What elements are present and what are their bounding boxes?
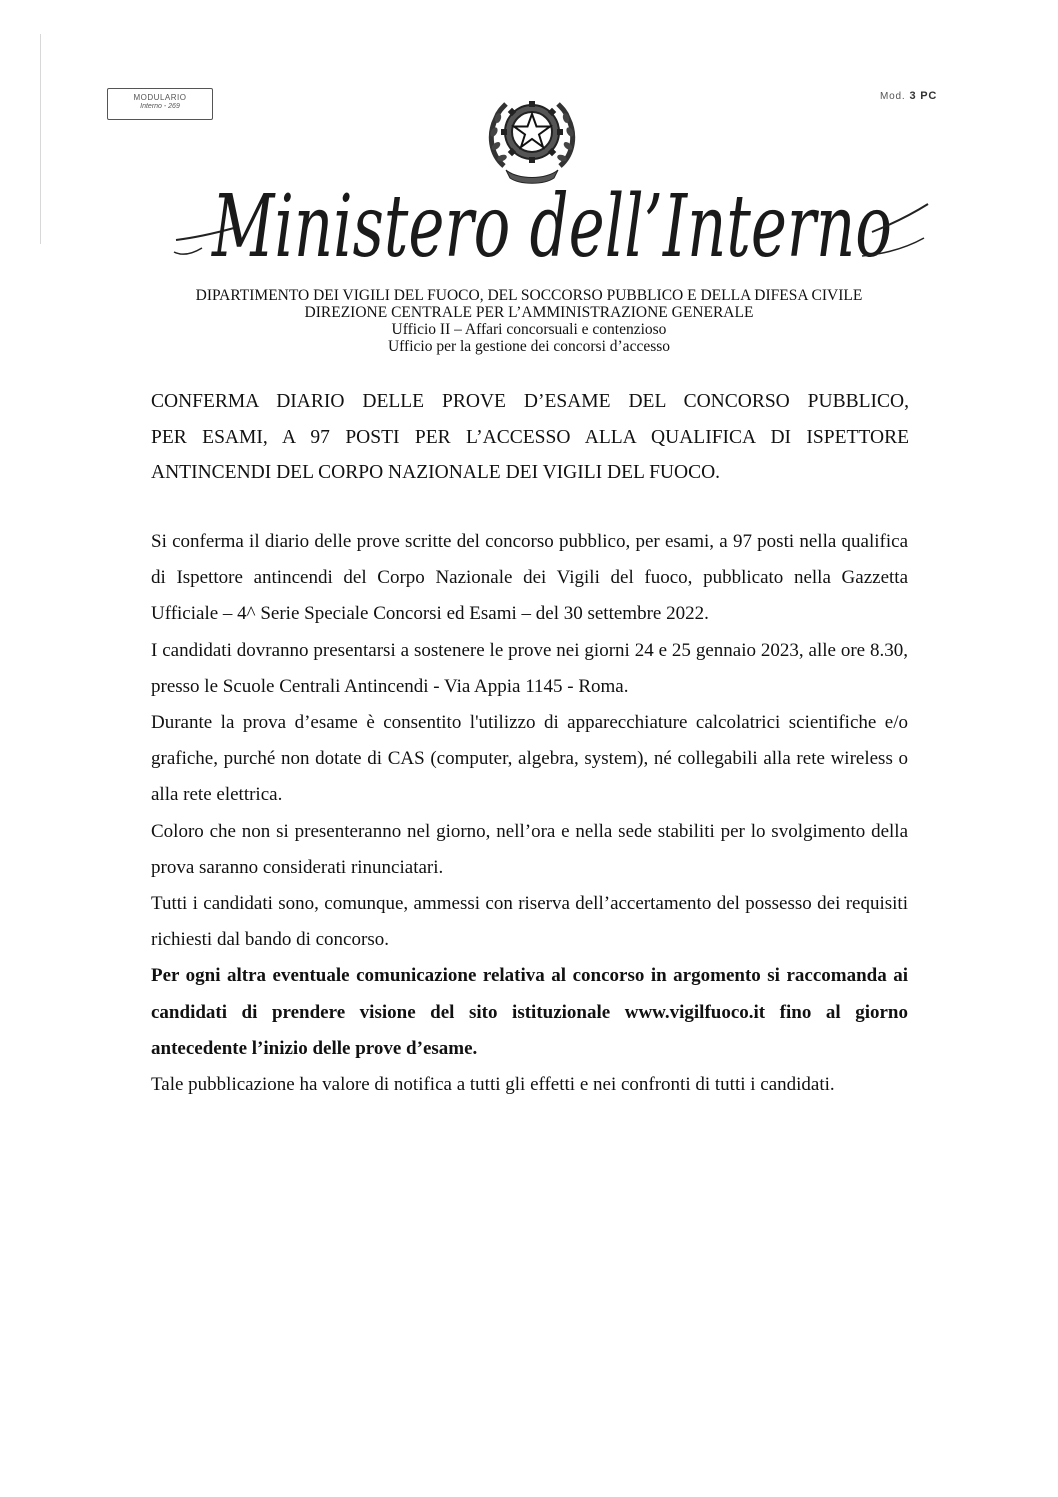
paragraph-calculators: Durante la prova d’esame è consentito l'utilizzo di apparecchiature calcolatrici scientifiche e/o grafiche, purché non dotate di CAS (computer, algebra, system), né collegabili alla rete wireless o alla rete elettrica.: [151, 712, 908, 806]
paragraph-absence: Coloro che non si presenteranno nel giorno, nell’ora e nella sede stabiliti per lo svolgimento della prova saranno considerati rinunciatari.: [151, 820, 908, 878]
office-name: Ufficio II – Affari concorsuali e contenzioso: [391, 321, 667, 338]
form-code-prefix: Mod.: [880, 91, 906, 102]
modulario-number: Interno - 269: [140, 103, 180, 110]
title-line-3: ANTINCENDI DEL CORPO NAZIONALE DEI VIGILI DEL FUOCO.: [151, 462, 721, 483]
directorate-name: DIREZIONE CENTRALE PER L’AMMINISTRAZIONE GENERALE: [304, 304, 754, 321]
ministry-logo: [172, 168, 932, 280]
ministry-name: Ministero dell’Interno: [210, 177, 892, 277]
modulario-label: MODULARIO: [133, 93, 187, 102]
title-line-2: PER ESAMI, A 97 POSTI PER L’ACCESSO ALLA QUALIFICA DI ISPETTORE: [151, 426, 909, 448]
department-header: [0, 287, 1058, 355]
paragraph-notification-value: Tale pubblicazione ha valore di notifica a tutti gli effetti e nei confronti di tutti i candidati.: [151, 1074, 835, 1096]
title-line-1: CONFERMA DIARIO DELLE PROVE D’ESAME DEL CONCORSO PUBBLICO,: [151, 391, 909, 412]
paragraph-website-notice: Per ogni altra eventuale comunicazione relativa al concorso in argomento si raccomanda ai candidati di prendere visione del sito istituzionale www.vigilfuoco.it fino al giorno antecedente l’inizio delle prove d’esame.: [151, 965, 908, 1059]
sub-office-name: Ufficio per la gestione dei concorsi d’accesso: [387, 338, 671, 355]
paragraph-admission: Tutti i candidati sono, comunque, ammessi con riserva dell’accertamento del possesso dei requisiti richiesti dal bando di concorso.: [151, 893, 908, 951]
paragraph-schedule: I candidati dovranno presentarsi a sostenere le prove nei giorni 24 e 25 gennaio 2023, alle ore 8.30, presso le Scuole Centrali Antincendi - Via Appia 1145 - Roma.: [151, 639, 908, 697]
department-name: DIPARTIMENTO DEI VIGILI DEL FUOCO, DEL SOCCORSO PUBBLICO E DELLA DIFESA CIVILE: [195, 287, 863, 304]
form-code: [880, 90, 937, 102]
form-code-value: 3 PC: [909, 90, 938, 102]
notice-title: [151, 384, 909, 491]
modulario-box: [107, 88, 213, 120]
page-scan-edge: [40, 34, 41, 244]
paragraph-confirmation: Si conferma il diario delle prove scritte del concorso pubblico, per esami, a 97 posti nella qualifica di Ispettore antincendi del Corpo Nazionale dei Vigili del fuoco, pubblicato nella Gazzetta Ufficiale – 4^ Serie Speciale Concorsi ed Esami – del 30 settembre 2022.: [151, 531, 908, 625]
notice-body: [151, 524, 908, 1103]
